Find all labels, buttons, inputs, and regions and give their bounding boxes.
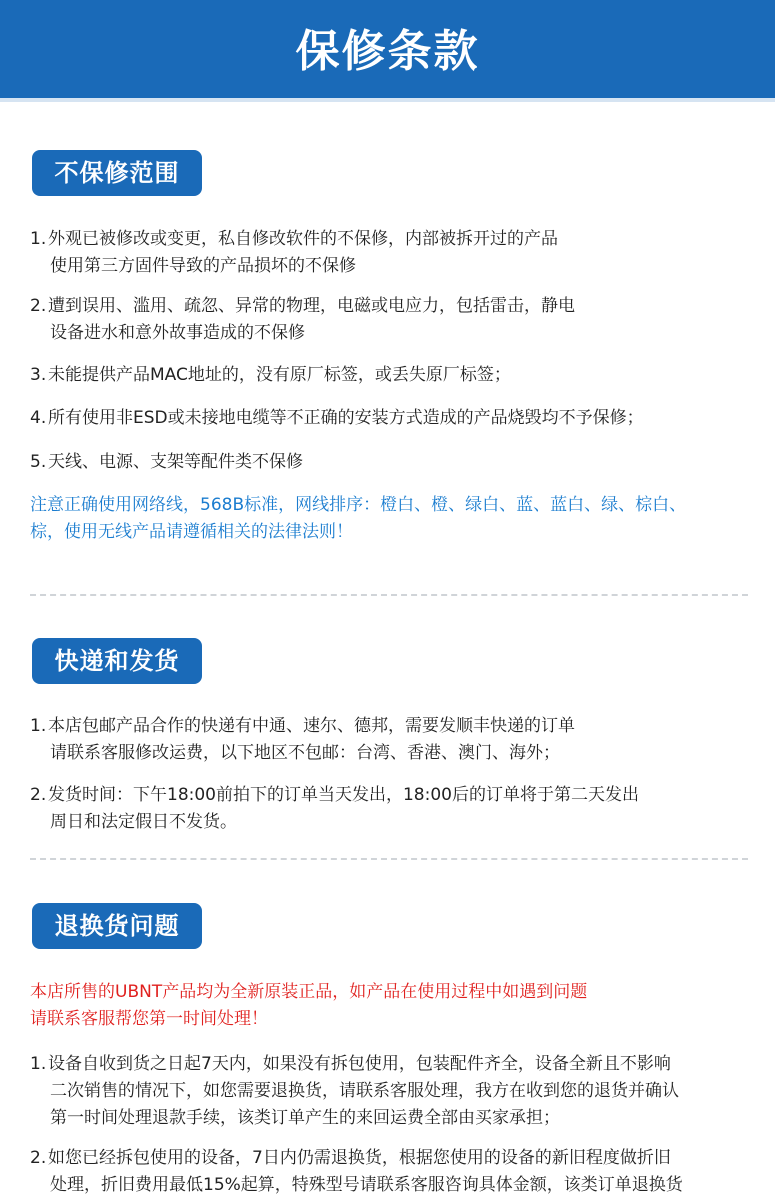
item-text: 外观已被修改或变更，私自修改软件的不保修，内部被拆开过的产品 [48,229,558,249]
section-tag-returns: 退换货问题 [32,903,202,949]
section-tag-warranty: 不保修范围 [32,150,202,196]
note-line: 请联系客服帮您第一时间处理！ [30,1009,268,1029]
item-text: 本店包邮产品合作的快递有中通、速尔、德邦，需要发顺丰快递的订单 [48,716,575,736]
item-number: 4. [30,408,47,428]
returns-item-2 [30,1145,760,1199]
shipping-item-1 [30,713,760,767]
returns-item-1 [30,1051,760,1132]
item-text: 发货时间：下午18:00前拍下的订单当天发出，18:00后的订单将于第二天发出 [48,785,639,805]
item-text: 请联系客服修改运费，以下地区不包邮：台湾、香港、澳门、海外； [50,743,560,763]
page-header [0,0,775,102]
item-number: 2. [30,1148,47,1168]
item-text: 如您已经拆包使用的设备，7日内仍需退换货，根据您使用的设备的新旧程度做折旧 [48,1148,671,1168]
section-tag-shipping: 快递和发货 [32,638,202,684]
section-divider [30,858,748,860]
item-number: 2. [30,296,47,316]
item-number: 1. [30,229,47,249]
warranty-item-1 [30,226,760,280]
warranty-item-3 [30,362,760,389]
item-number: 1. [30,716,47,736]
item-text: 处理，折旧费用最低15%起算，特殊型号请联系客服咨询具体金额，该类订单退换货 [50,1175,683,1195]
warranty-item-4 [30,405,760,432]
item-number: 3. [30,365,47,385]
section-divider [30,594,748,596]
item-text: 第一时间处理退款手续，该类订单产生的来回运费全部由买家承担； [50,1108,560,1128]
note-line: 棕，使用无线产品请遵循相关的法律法则！ [30,522,353,542]
item-text: 周日和法定假日不发货。 [50,812,237,832]
warranty-item-2 [30,293,760,347]
item-text: 使用第三方固件导致的产品损坏的不保修 [50,256,356,276]
item-text: 天线、电源、支架等配件类不保修 [48,452,303,472]
item-number: 2. [30,785,47,805]
item-number: 1. [30,1054,47,1074]
cable-note [30,492,760,546]
item-text: 所有使用非ESD或未接地电缆等不正确的安装方式造成的产品烧毁均不予保修； [48,408,644,428]
shipping-item-2 [30,782,760,836]
genuine-product-note [30,979,760,1033]
note-line: 本店所售的UBNT产品均为全新原装正品，如产品在使用过程中如遇到问题 [30,982,588,1002]
item-text: 未能提供产品MAC地址的，没有原厂标签，或丢失原厂标签； [48,365,511,385]
item-text: 遭到误用、滥用、疏忽、异常的物理，电磁或电应力，包括雷击，静电 [48,296,575,316]
item-text: 二次销售的情况下，如您需要退换货，请联系客服处理，我方在收到您的退货并确认 [50,1081,679,1101]
note-line: 注意正确使用网络线，568B标准，网线排序：橙白、橙、绿白、蓝、蓝白、绿、棕白、 [30,495,687,515]
item-number: 5. [30,452,47,472]
item-text: 设备自收到货之日起7天内，如果没有拆包使用，包装配件齐全，设备全新且不影响 [48,1054,671,1074]
item-text: 设备进水和意外故事造成的不保修 [50,323,305,343]
warranty-item-5 [30,449,760,476]
page-title: 保修条款 [295,26,480,77]
